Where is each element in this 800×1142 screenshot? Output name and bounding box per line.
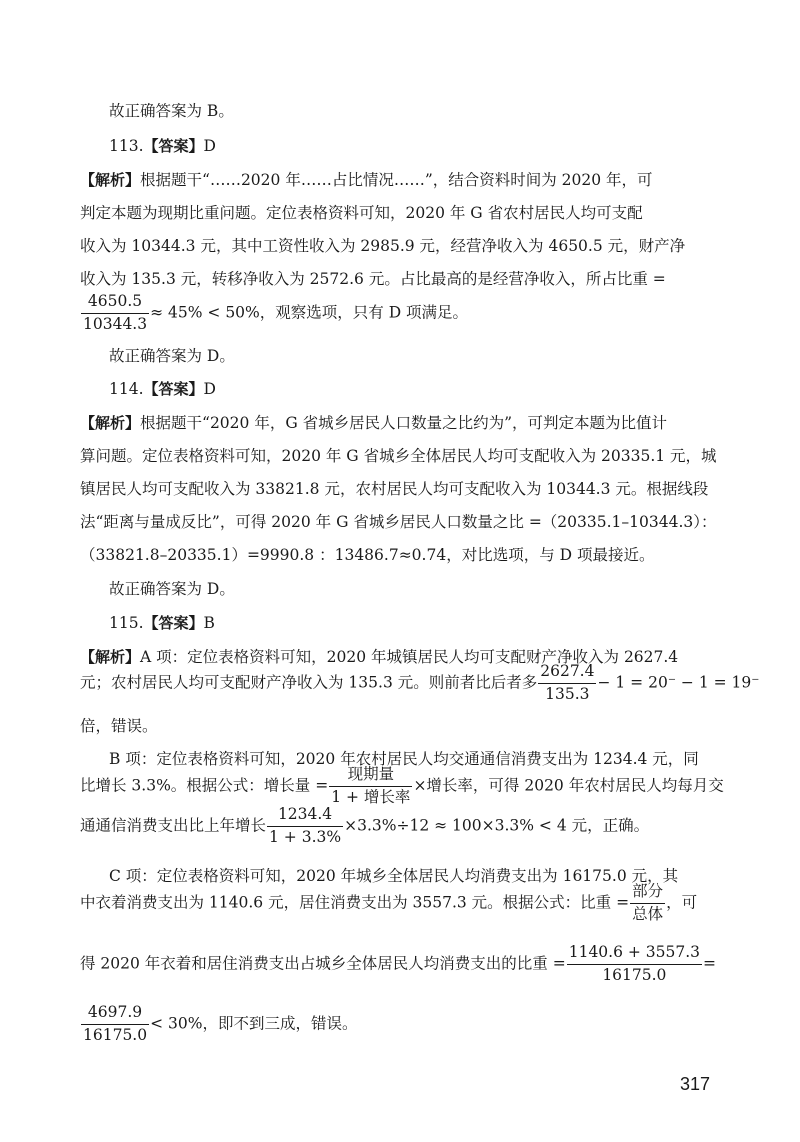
text-span: 根据题干“……2020 年……占比情况……”，结合资料时间为 2020 年，可 — [140, 171, 653, 189]
fraction — [567, 944, 702, 985]
text-span: 比增长 3.3%。根据公式：增长量 = — [80, 776, 329, 795]
text-line: 法“距离与量成反比”，可得 2020 年 G 省城乡居民人口数量之比 =（20335.1–10344.3）： — [80, 513, 717, 531]
fraction-numerator: 1234.4 — [267, 806, 343, 827]
text-line: 故正确答案为 D。 — [109, 580, 235, 598]
text-line: 故正确答案为 B。 — [109, 102, 234, 120]
text-span: 根据题干“2020 年，G 省城乡居民人口数量之比约为”，可判定本题为比值计 — [140, 414, 668, 432]
fraction-denominator: 135.3 — [545, 684, 590, 703]
text-line: 收入为 135.3 元，转移净收入为 2572.6 元。占比最高的是经营净收入，所占比重 = — [80, 270, 666, 288]
text-span: ×增长率，可得 2020 年农村居民人均每月交 — [413, 776, 724, 795]
fraction — [81, 293, 149, 334]
answer-label: 【答案】 — [143, 137, 204, 155]
answer-value: D — [203, 380, 216, 398]
text-span: 通通信消费支出比上年增长 — [80, 816, 267, 835]
text-line: B 项：定位表格资料可知，2020 年农村居民人均交通通信消费支出为 1234.4 元，同 — [109, 750, 699, 768]
text-line: 故正确答案为 D。 — [109, 347, 235, 365]
fraction-numerator: 部分 — [630, 883, 665, 904]
analysis-label: 【解析】 — [80, 414, 141, 432]
text-line: C 项：定位表格资料可知，2020 年城乡全体居民人均消费支出为 16175.0 元，其 — [109, 867, 679, 885]
fraction-denominator: 16175.0 — [83, 1025, 148, 1044]
answer-value: B — [203, 614, 215, 632]
text-line — [80, 173, 653, 189]
fraction-denominator: 16175.0 — [602, 965, 667, 984]
fraction-numerator: 1140.6 + 3557.3 — [567, 944, 702, 965]
fraction-denominator: 总体 — [632, 904, 664, 923]
text-line: 收入为 10344.3 元，其中工资性收入为 2985.9 元，经营净收入为 4650.5 元，财产净 — [80, 237, 686, 255]
answer-label: 【答案】 — [143, 614, 204, 632]
fraction — [329, 766, 412, 807]
formula-line — [80, 663, 759, 704]
formula-line — [80, 1004, 357, 1045]
text-line: 镇居民人均可支配收入为 33821.8 元，农村居民人均可支配收入为 10344.3 元。根据线段 — [80, 480, 709, 498]
formula-line — [80, 293, 468, 334]
question-113-header — [109, 139, 216, 155]
answer-value: D — [203, 137, 216, 155]
formula-line — [80, 944, 716, 985]
text-line: 算问题。定位表格资料可知，2020 年 G 省城乡全体居民人均可支配收入为 20335.1 元，城 — [80, 447, 717, 465]
text-line: （33821.8–20335.1）=9990.8 ：13486.7≈0.74，对比选项，与 D 项最接近。 — [80, 546, 655, 564]
fraction — [630, 883, 665, 924]
text-line — [80, 416, 667, 432]
formula-line — [80, 766, 724, 807]
formula-line — [80, 883, 697, 924]
fraction-numerator: 2627.4 — [538, 663, 596, 684]
text-span: ×3.3%÷12 ≈ 100×3.3% < 4 元，正确。 — [344, 816, 650, 835]
answer-label: 【答案】 — [143, 380, 204, 398]
question-number: 115. — [109, 614, 144, 632]
text-span: 得 2020 年衣着和居住消费支出占城乡全体居民人均消费支出的比重 = — [80, 954, 566, 973]
text-span: = — [703, 954, 717, 973]
fraction — [267, 806, 343, 847]
text-line: 判定本题为现期比重问题。定位表格资料可知，2020 年 G 省农村居民人均可支配 — [80, 204, 643, 222]
page-number: 317 — [680, 1074, 711, 1094]
text-span: − 1 = 20⁻ − 1 = 19⁻ — [597, 673, 760, 692]
analysis-label: 【解析】 — [80, 648, 141, 666]
question-number: 113. — [109, 137, 144, 155]
text-span: ，可 — [666, 893, 698, 912]
text-span: A 项：定位表格资料可知，2020 年城镇居民人均可支配财产净收入为 2627.4 — [140, 648, 679, 666]
fraction — [81, 1004, 149, 1045]
fraction-denominator: 1 + 3.3% — [269, 827, 342, 846]
text-span: < 30%，即不到三成，错误。 — [150, 1014, 358, 1033]
text-span: 元；农村居民人均可支配财产净收入为 135.3 元。则前者比后者多 — [80, 673, 538, 692]
text-span: 中衣着消费支出为 1140.6 元，居住消费支出为 3557.3 元。根据公式：比重 = — [80, 893, 630, 912]
fraction-numerator: 4697.9 — [81, 1004, 149, 1025]
text-line: 倍，错误。 — [80, 717, 158, 735]
question-114-header — [109, 382, 216, 398]
analysis-label: 【解析】 — [80, 171, 141, 189]
fraction-numerator: 4650.5 — [81, 293, 149, 314]
fraction — [538, 663, 596, 704]
text-span: ≈ 45% < 50%，观察选项，只有 D 项满足。 — [150, 303, 469, 322]
question-number: 114. — [109, 380, 144, 398]
fraction-denominator: 10344.3 — [83, 314, 148, 333]
fraction-denominator: 1 + 增长率 — [331, 787, 411, 806]
fraction-numerator: 现期量 — [329, 766, 412, 787]
question-115-header — [109, 616, 215, 632]
formula-line — [80, 806, 649, 847]
